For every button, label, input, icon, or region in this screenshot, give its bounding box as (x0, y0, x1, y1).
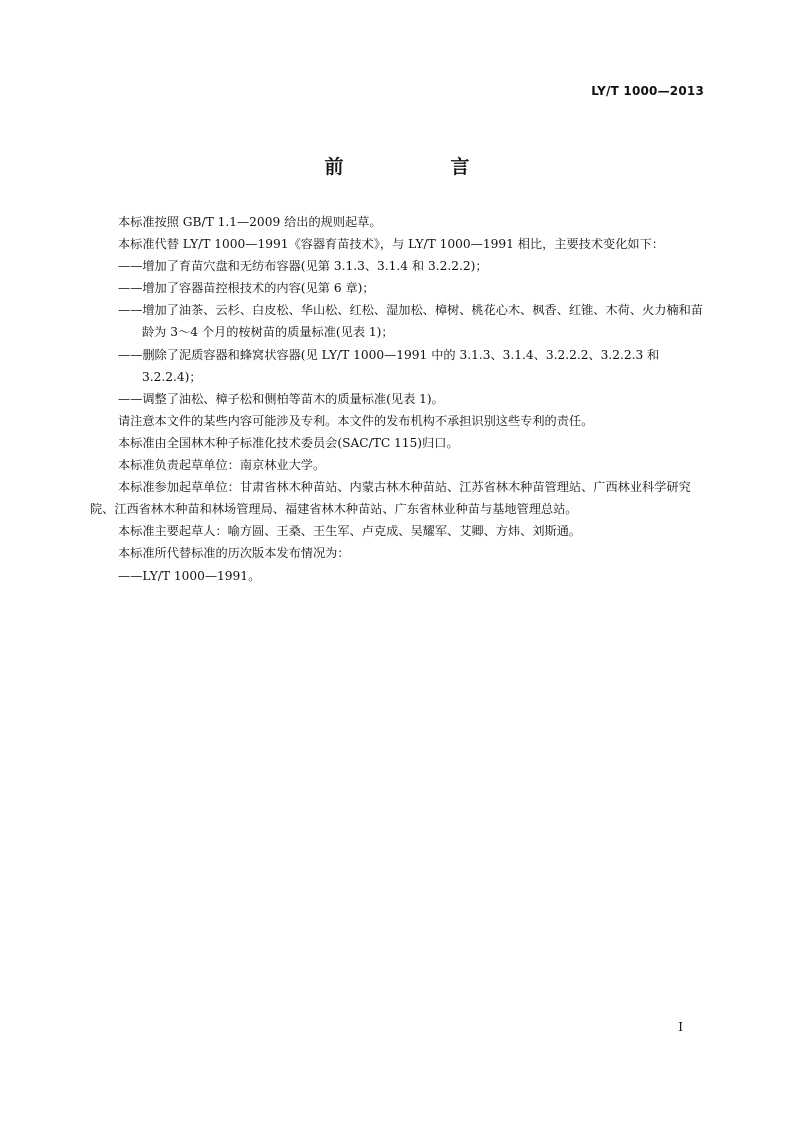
page-title: 前 言 (324, 156, 514, 178)
paragraph: 本标准由全国林木种子标准化技术委员会(SAC/TC 115)归口。 (118, 435, 459, 450)
change-list-item: ——删除了泥质容器和蜂窝状容器(见 LY/T 1000—1991 中的 3.1.3、3.1.4、3.2.2.2、3.2.2.3 和 3.2.2.4)； (118, 347, 660, 384)
paragraph: 本标准主要起草人：喻方圆、王桑、王生军、卢克成、吴耀军、艾卿、方炜、刘斯通。 (118, 524, 582, 539)
paragraph: 本标准负责起草单位：南京林业大学。 (118, 458, 326, 473)
paragraph: 本标准参加起草单位：甘肃省林木种苗站、内蒙古林木种苗站、江苏省林木种苗管理站、广西林业科学研究院、江西省林木种苗和林场管理局、福建省林木种苗站、广东省林业种苗与基地管理总站。 (90, 480, 691, 517)
foreword-body (90, 211, 706, 587)
change-list-item: ——调整了油松、樟子松和侧柏等苗木的质量标准(见表 1)。 (118, 391, 444, 406)
change-list-item: ——增加了容器苗控根技术的内容(见第 6 章)； (118, 281, 375, 296)
change-list-item: ——增加了育苗穴盘和无纺布容器(见第 3.1.3、3.1.4 和 3.2.2.2)； (118, 259, 488, 274)
page-number: I (678, 1020, 683, 1034)
paragraph: 请注意本文件的某些内容可能涉及专利。本文件的发布机构不承担识别这些专利的责任。 (118, 413, 594, 428)
paragraph: 本标准代替 LY/T 1000—1991《容器育苗技术》，与 LY/T 1000—1991 相比，主要技术变化如下： (118, 237, 664, 252)
standard-code: LY/T 1000—2013 (591, 84, 704, 98)
paragraph: 本标准所代替标准的历次版本发布情况为： (118, 546, 350, 561)
history-list-item: ——LY/T 1000—1991。 (118, 568, 261, 583)
change-list-item: ——增加了油茶、云杉、白皮松、华山松、红松、湿加松、樟树、桃花心木、枫香、红锥、木荷、火力楠和苗龄为 3～4 个月的桉树苗的质量标准(见表 1)； (118, 303, 703, 340)
paragraph: 本标准按照 GB/T 1.1—2009 给出的规则起草。 (118, 215, 382, 229)
